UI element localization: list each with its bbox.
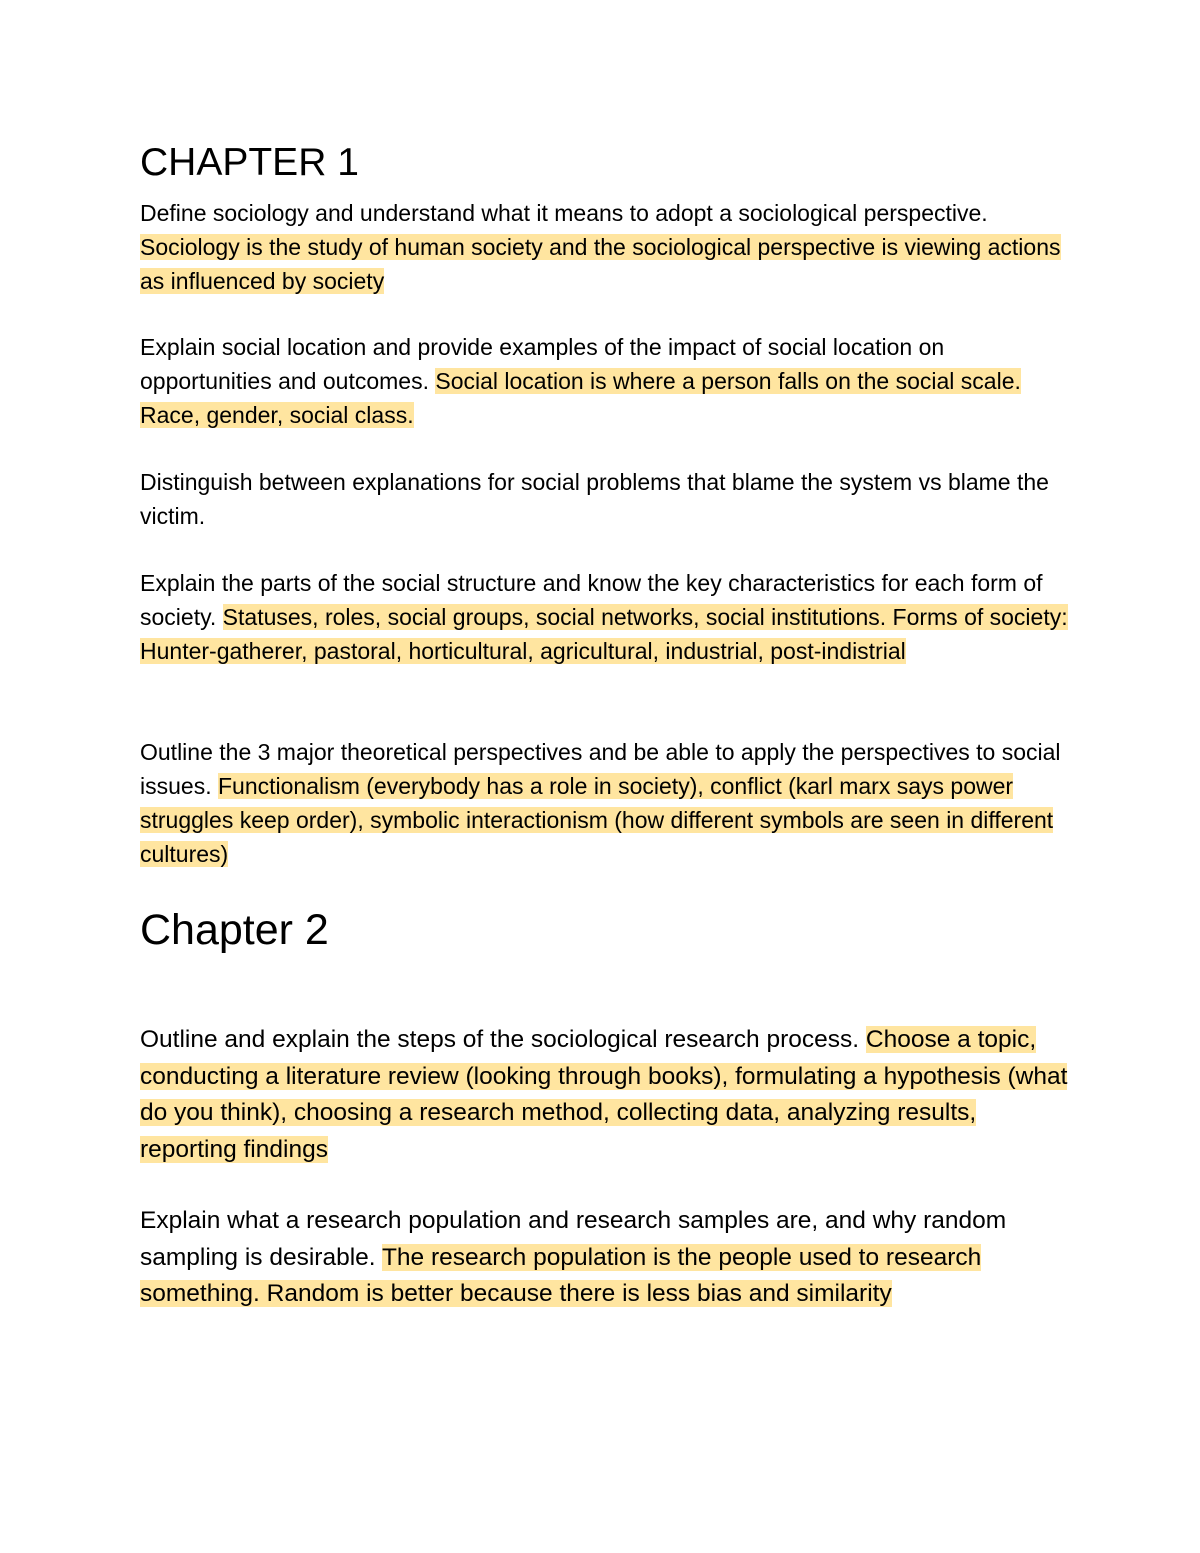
highlighted-answer: Choose a topic, conducting a literature review (looking through books), formulating a hypothesis (what do you think), choosing a research method, collecting data, analyzing results, reporting findings [140, 1026, 1068, 1163]
chapter-1-item-3 [140, 465, 1070, 533]
question-text: Outline and explain the steps of the sociological research process. [140, 1026, 860, 1053]
question-text: Define sociology and understand what it means to adopt a sociological perspective. [140, 200, 988, 226]
question-text: Explain the parts of the social structure and know the key characteristics for each form of society. [140, 570, 1043, 630]
chapter-1-heading: CHAPTER 1 [140, 141, 359, 184]
chapter-1-item-2 [140, 330, 1070, 432]
question-text: Explain social location and provide examples of the impact of social location on opportunities and outcomes. [140, 334, 945, 394]
question-text: Outline the 3 major theoretical perspectives and be able to apply the perspectives to social issues. [140, 739, 1061, 799]
question-text: Explain what a research population and research samples are, and why random sampling is desirable. [140, 1207, 1007, 1271]
highlighted-answer: The research population is the people used to research something. Random is better because there is less bias and similarity [140, 1243, 982, 1307]
highlighted-answer: Functionalism (everybody has a role in society), conflict (karl marx says power struggles keep order), symbolic interactionism (how different symbols are seen in different cultures) [140, 773, 1054, 867]
chapter-2-heading: Chapter 2 [140, 906, 329, 954]
chapter-1-item-5 [140, 735, 1070, 871]
chapter-2-item-1 [140, 1022, 1070, 1168]
chapter-1-item-4 [140, 566, 1070, 668]
chapter-2-item-2 [140, 1203, 1070, 1313]
highlighted-answer: Sociology is the study of human society and the sociological perspective is viewing actions as influenced by society [140, 234, 1061, 294]
chapter-1-item-1 [140, 196, 1070, 298]
highlighted-answer: Statuses, roles, social groups, social networks, social institutions. Forms of society: Hunter-gatherer, pastoral, horticultural, agricultural, industrial, post-indistrial [140, 604, 1068, 664]
highlighted-answer: Social location is where a person falls on the social scale. Race, gender, social class. [140, 368, 1021, 428]
question-text: Distinguish between explanations for social problems that blame the system vs blame the victim. [140, 469, 1049, 529]
